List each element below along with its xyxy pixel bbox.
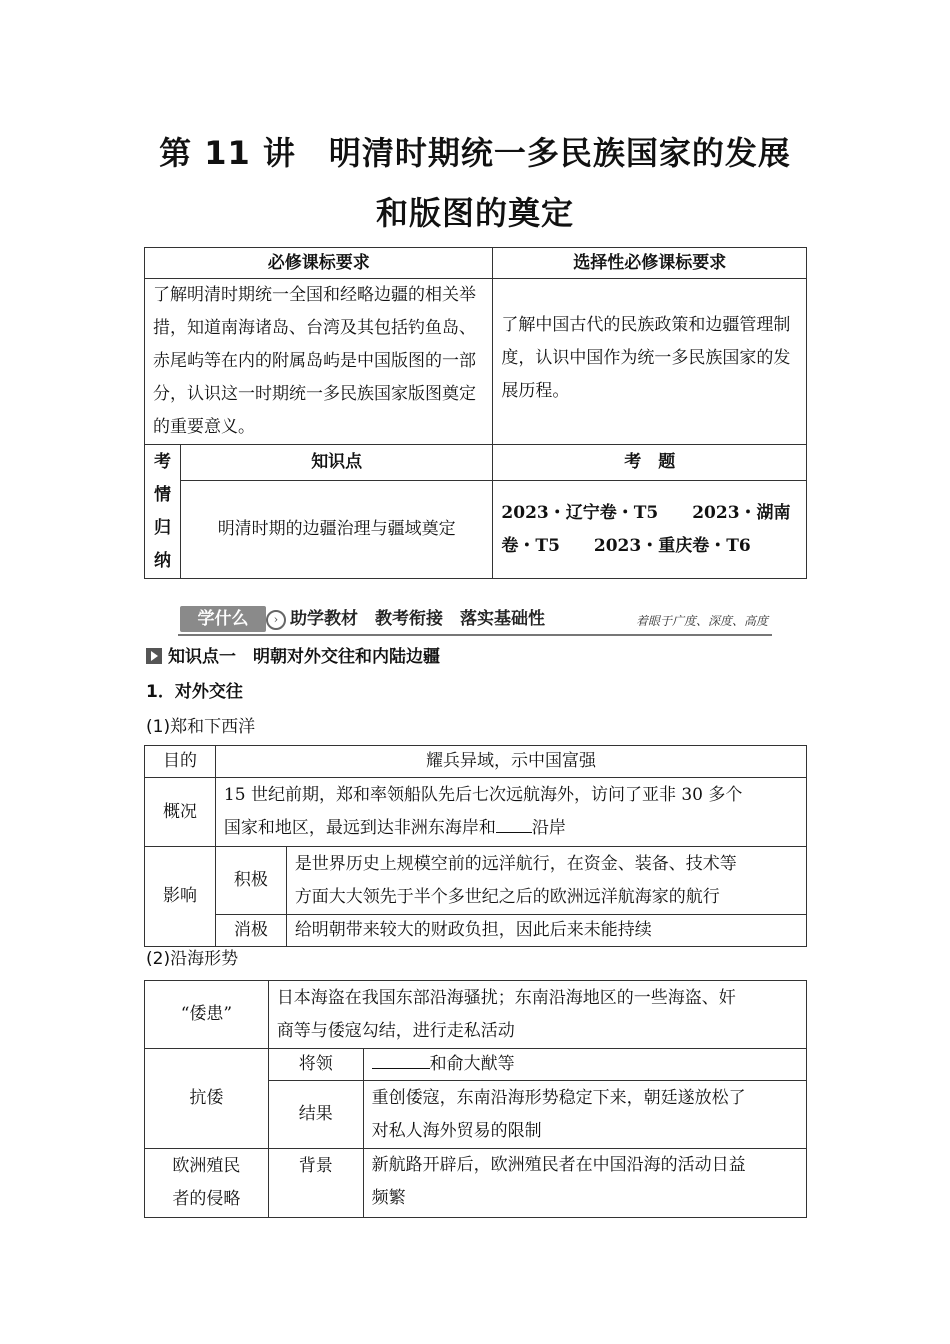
section-banner xyxy=(178,604,772,636)
banner-underline xyxy=(178,634,772,636)
knowledge-heading-text: 知识点一 明朝对外交往和内陆边疆 xyxy=(168,647,440,667)
fill-blank xyxy=(496,814,532,833)
required-text: 了解明清时期统一全国和经略边疆的相关举措，知道南海诸岛、台湾及其包括钓鱼岛、赤尾屿等在内的附属岛屿是中国版图的一部分，认识这一时期统一多民族国家版图奠定的重要意义。 xyxy=(145,279,493,445)
subheading-1: 1．对外交往 xyxy=(146,682,243,702)
negative-label: 消极 xyxy=(215,915,286,947)
general-value-text: 和俞大猷等 xyxy=(429,1054,515,1074)
positive-label: 积极 xyxy=(215,847,286,915)
coast-table xyxy=(144,980,807,1218)
euro-line-1: 欧洲殖民 xyxy=(172,1156,241,1176)
overview-line-2-pre: 国家和地区，最远到达非洲东海岸和 xyxy=(223,818,496,838)
page-title-line2: 和版图的奠定 xyxy=(375,194,574,232)
subheading-1b: (2)沿海形势 xyxy=(146,949,239,969)
anti-wo-label: 抗倭 xyxy=(145,1049,269,1149)
zhenghe-table xyxy=(144,745,807,947)
elective-header: 选择性必修课标要求 xyxy=(493,248,807,279)
banner-slogan: 助学教材 教考衔接 落实基础性 xyxy=(290,609,545,629)
exam-summary-label xyxy=(145,445,181,579)
play-arrow-icon xyxy=(146,648,162,664)
general-label: 将领 xyxy=(268,1049,363,1081)
fill-blank xyxy=(372,1050,430,1069)
exam-line-2: 卷・T5 2023・重庆卷・T6 xyxy=(501,535,751,556)
banner-tag: 学什么 xyxy=(180,606,266,632)
requirements-table xyxy=(144,247,807,579)
knowledge-header: 知识点 xyxy=(180,445,492,481)
exam-list xyxy=(493,481,807,579)
overview-value xyxy=(215,778,806,847)
result-line-2: 对私人海外贸易的限制 xyxy=(371,1120,542,1141)
positive-line-1: 是世界历史上规模空前的远洋航行，在资金、装备、技术等 xyxy=(294,853,737,874)
result-label: 结果 xyxy=(268,1081,363,1149)
result-line-1: 重创倭寇，东南沿海形势稳定下来，朝廷遂放松了 xyxy=(371,1087,746,1108)
euro-invasion-label xyxy=(145,1149,269,1218)
negative-value: 给明朝带来较大的财政负担，因此后来未能持续 xyxy=(286,915,806,947)
overview-line-2-post: 沿岸 xyxy=(531,818,566,838)
overview-line-2 xyxy=(224,812,798,845)
general-value xyxy=(363,1049,806,1081)
result-value xyxy=(363,1081,806,1149)
wo-label: “倭患” xyxy=(145,981,269,1049)
banner-note: 着眼于广度、深度、高度 xyxy=(635,614,768,628)
purpose-label: 目的 xyxy=(145,746,216,778)
euro-line-2: 者的侵略 xyxy=(172,1189,241,1209)
background-line-2: 频繁 xyxy=(371,1188,406,1208)
wo-value xyxy=(268,981,806,1049)
knowledge-heading xyxy=(146,645,440,669)
wo-line-2: 商等与倭寇勾结，进行走私活动 xyxy=(276,1020,515,1041)
impact-label: 影响 xyxy=(145,847,216,947)
positive-value xyxy=(286,847,806,915)
background-value xyxy=(363,1149,806,1218)
elective-text: 了解中国古代的民族政策和边疆管理制度，认识中国作为统一多民族国家的发展历程。 xyxy=(493,279,807,445)
exam-line-1: 2023・辽宁卷・T5 2023・湖南 xyxy=(501,502,791,523)
exam-summary-text: 考情归纳 xyxy=(153,451,171,571)
background-line-1: 新航路开辟后，欧洲殖民者在中国沿海的活动日益 xyxy=(371,1155,746,1175)
subheading-1a: (1)郑和下西洋 xyxy=(146,717,256,737)
overview-line-1: 15 世纪前期，郑和率领船队先后七次远航海外，访问了亚非 30 多个 xyxy=(223,785,743,805)
wo-line-1: 日本海盗在我国东部沿海骚扰；东南沿海地区的一些海盗、奸 xyxy=(276,987,736,1008)
overview-label: 概况 xyxy=(145,778,216,847)
chevron-right-icon: › xyxy=(266,610,286,630)
positive-line-2: 方面大大领先于半个多世纪之后的欧洲远洋航海家的航行 xyxy=(294,886,720,907)
exam-header: 考 题 xyxy=(493,445,807,481)
knowledge-point: 明清时期的边疆治理与疆域奠定 xyxy=(180,481,492,579)
required-header: 必修课标要求 xyxy=(145,248,493,279)
purpose-value: 耀兵异域，示中国富强 xyxy=(215,746,806,778)
background-label: 背景 xyxy=(268,1149,363,1218)
page-title-line1: 第 11 讲 明清时期统一多民族国家的发展 xyxy=(159,134,791,172)
